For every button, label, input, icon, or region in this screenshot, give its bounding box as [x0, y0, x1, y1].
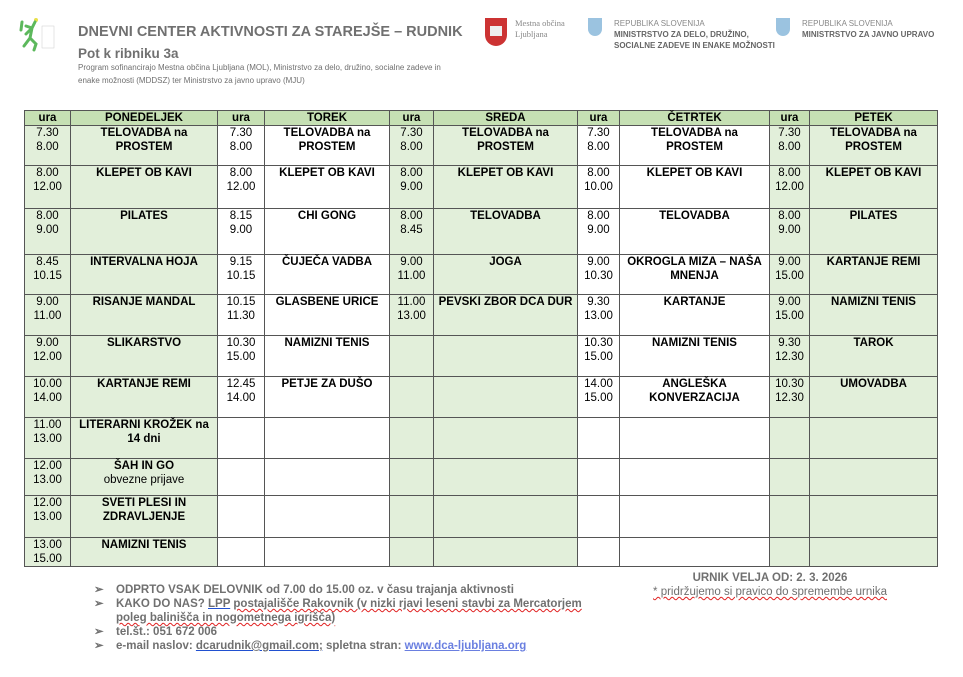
activity-cell	[434, 418, 578, 459]
activity-cell	[71, 459, 218, 496]
table-row	[25, 538, 938, 567]
time-cell	[390, 496, 434, 538]
activity-name: ŠAH IN GO	[113, 460, 175, 472]
time-value: 14.00	[226, 392, 256, 404]
table-row	[25, 166, 938, 209]
time-cell	[578, 166, 620, 209]
time-value: 12.00	[775, 181, 804, 193]
time-cell	[770, 166, 810, 209]
activity-cell	[434, 496, 578, 538]
time-value: 7.30	[36, 127, 59, 139]
time-value: 12.00	[33, 181, 62, 193]
slovenia-shield-icon	[588, 18, 602, 36]
activity-name: KLEPET OB KAVI	[457, 167, 554, 179]
time-cell	[25, 336, 71, 377]
activity-cell	[265, 166, 390, 209]
activity-cell	[265, 418, 390, 459]
hour-header: ura	[770, 111, 810, 126]
activity-name: SLIKARSTVO	[106, 337, 182, 349]
time-cell	[218, 459, 265, 496]
opening-hours: ➢ ODPRTO VSAK DELOVNIK od 7.00 do 15.00 oz. v času trajanja aktivnosti	[94, 583, 582, 597]
time-cell	[770, 496, 810, 538]
time-cell	[770, 538, 810, 567]
time-value: 12.30	[775, 392, 804, 404]
ljubljana-crest-icon	[485, 18, 507, 46]
time-value: 10.30	[226, 337, 256, 349]
activity-name: TELOVADBA na PROSTEM	[100, 127, 188, 153]
time-value: 9.00	[36, 296, 59, 308]
time-value: 9.00	[778, 296, 801, 308]
directions-text-2: poleg balinišča in nogometnega igrišča)	[116, 612, 336, 624]
activity-cell	[71, 209, 218, 255]
time-cell	[578, 209, 620, 255]
time-cell	[218, 126, 265, 166]
time-value: 7.30	[229, 127, 253, 139]
time-cell	[770, 336, 810, 377]
activity-cell	[620, 496, 770, 538]
activity-cell	[71, 126, 218, 166]
activity-cell	[265, 209, 390, 255]
activity-name: PEVSKI ZBOR DCA DUR	[438, 296, 573, 308]
logo-line: REPUBLIKA SLOVENIJA	[614, 19, 705, 28]
time-value: 10.30	[775, 378, 804, 390]
time-cell	[25, 377, 71, 418]
activity-name: PETJE ZA DUŠO	[281, 378, 373, 390]
time-value: 9.00	[400, 256, 423, 268]
time-value: 13.00	[33, 511, 62, 523]
time-cell	[390, 336, 434, 377]
activity-name: KLEPET OB KAVI	[96, 167, 192, 179]
activity-cell	[434, 377, 578, 418]
activity-name: LITERARNI KROŽEK na 14 dni	[79, 419, 209, 445]
time-value: 12.45	[226, 378, 256, 390]
time-cell	[770, 295, 810, 336]
activity-name: TELOVADBA	[470, 210, 541, 222]
time-cell	[770, 126, 810, 166]
time-cell	[390, 295, 434, 336]
time-cell	[25, 126, 71, 166]
activity-cell	[620, 377, 770, 418]
table-row	[25, 209, 938, 255]
time-cell	[578, 377, 620, 418]
time-cell	[390, 538, 434, 567]
time-cell	[218, 255, 265, 295]
activity-cell	[71, 255, 218, 295]
activity-cell	[265, 459, 390, 496]
hour-header: ura	[25, 111, 71, 126]
activity-name: PILATES	[120, 210, 168, 222]
logo-line: MINISTRSTVO ZA DELO, DRUŽINO,	[614, 30, 749, 39]
activity-cell	[71, 418, 218, 459]
time-value: 14.00	[33, 392, 62, 404]
time-cell	[25, 459, 71, 496]
time-value: 7.30	[778, 127, 801, 139]
time-cell	[25, 418, 71, 459]
activity-cell	[810, 336, 938, 377]
activity-name: NAMIZNI TENIS	[831, 296, 916, 308]
table-row	[25, 255, 938, 295]
activity-name: TELOVADBA	[659, 210, 730, 222]
time-value: 12.00	[33, 460, 62, 472]
table-row	[25, 459, 938, 496]
time-value: 15.00	[584, 392, 613, 404]
change-note: * pridržujemo si pravico do spremembe urnika	[653, 586, 887, 598]
directions	[94, 597, 582, 611]
day-header: TOREK	[265, 111, 390, 126]
activity-cell	[620, 538, 770, 567]
valid-from: URNIK VELJA OD: 2. 3. 2026	[692, 572, 848, 584]
time-value: 15.00	[775, 310, 804, 322]
mol-line: Mestna občina	[515, 18, 565, 28]
activity-name: TELOVADBA na PROSTEM	[651, 127, 738, 153]
time-value: 13.00	[33, 474, 62, 486]
time-cell	[770, 459, 810, 496]
time-cell	[25, 255, 71, 295]
time-value: 9.00	[587, 256, 610, 268]
time-value: 10.30	[584, 337, 613, 349]
activity-cell	[434, 166, 578, 209]
activity-cell	[810, 126, 938, 166]
time-value: 11.00	[397, 296, 426, 308]
time-value: 15.00	[226, 351, 256, 363]
activity-cell	[620, 166, 770, 209]
time-value: 8.45	[400, 224, 423, 236]
activity-cell	[265, 377, 390, 418]
hour-header: ura	[218, 111, 265, 126]
time-cell	[770, 209, 810, 255]
time-cell	[390, 377, 434, 418]
program-note: Program sofinancirajo Mestna občina Ljubljana (MOL), Ministrstvo za delo, družino, socialne zadeve in enake možnosti (MDDSZ) ter Ministrstvo za javno upravo (MJU)	[78, 63, 441, 85]
time-value: 10.30	[584, 270, 613, 282]
time-value: 15.00	[584, 351, 613, 363]
time-value: 8.00	[400, 141, 423, 153]
hour-header: ura	[578, 111, 620, 126]
activity-name: NAMIZNI TENIS	[652, 337, 737, 349]
time-value: 8.00	[36, 141, 59, 153]
website-link[interactable]: www.dca-ljubljana.org	[404, 640, 527, 652]
time-value: 15.00	[775, 270, 804, 282]
time-cell	[390, 126, 434, 166]
time-cell	[218, 336, 265, 377]
time-cell	[25, 166, 71, 209]
activity-cell	[810, 166, 938, 209]
activity-name: KARTANJE REMI	[826, 256, 921, 268]
time-value: 11.00	[33, 419, 62, 431]
activity-name: PILATES	[849, 210, 898, 222]
table-row	[25, 377, 938, 418]
time-cell	[770, 377, 810, 418]
activity-cell	[71, 295, 218, 336]
time-value: 9.30	[587, 296, 610, 308]
time-value: 9.30	[778, 337, 801, 349]
web-label: spletna stran:	[326, 640, 402, 652]
time-value: 8.00	[778, 167, 801, 179]
time-cell	[25, 209, 71, 255]
day-header: PETEK	[810, 111, 938, 126]
time-value: 8.00	[36, 167, 59, 179]
time-value: 9.00	[587, 224, 610, 236]
time-value: 14.00	[584, 378, 613, 390]
time-value: 12.00	[33, 351, 62, 363]
activity-note: obvezne prijave	[103, 474, 185, 486]
time-value: 8.00	[229, 141, 253, 153]
activity-cell	[434, 295, 578, 336]
time-value: 9.00	[229, 224, 253, 236]
activity-cell	[71, 377, 218, 418]
time-value: 12.30	[775, 351, 804, 363]
time-cell	[770, 255, 810, 295]
time-value: 10.15	[226, 270, 256, 282]
logo-line: REPUBLIKA SLOVENIJA	[802, 19, 893, 28]
table-row	[25, 496, 938, 538]
time-value: 8.00	[587, 210, 610, 222]
time-cell	[218, 166, 265, 209]
time-value: 12.00	[33, 497, 62, 509]
time-value: 9.00	[778, 256, 801, 268]
time-value: 8.00	[587, 141, 610, 153]
activity-cell	[434, 209, 578, 255]
time-value: 10.15	[226, 296, 256, 308]
time-cell	[390, 255, 434, 295]
time-cell	[218, 377, 265, 418]
dca-logo	[18, 16, 56, 52]
activity-name: GLASBENE URICE	[275, 296, 379, 308]
table-row	[25, 126, 938, 166]
time-value: 7.30	[400, 127, 423, 139]
contact	[94, 639, 582, 653]
activity-name: KARTANJE	[663, 296, 726, 308]
time-value: 8.00	[778, 141, 801, 153]
activity-name: NAMIZNI TENIS	[101, 539, 187, 551]
time-value: 8.00	[400, 210, 423, 222]
time-value: 9.00	[400, 181, 423, 193]
time-cell	[218, 496, 265, 538]
time-value: 15.00	[33, 553, 62, 565]
activity-name: TELOVADBA na PROSTEM	[462, 127, 549, 153]
day-header: ČETRTEK	[620, 111, 770, 126]
activity-cell	[265, 126, 390, 166]
time-cell	[578, 496, 620, 538]
time-value: 13.00	[584, 310, 613, 322]
activity-cell	[620, 418, 770, 459]
time-cell	[578, 336, 620, 377]
time-cell	[578, 459, 620, 496]
time-value: 9.15	[229, 256, 253, 268]
schedule-table	[24, 110, 938, 567]
activity-name: TELOVADBA na PROSTEM	[830, 127, 917, 153]
activity-cell	[265, 538, 390, 567]
time-value: 8.00	[36, 210, 59, 222]
activity-cell	[620, 336, 770, 377]
activity-cell	[434, 255, 578, 295]
time-value: 7.30	[587, 127, 610, 139]
mol-line: Ljubljana	[515, 29, 548, 39]
validity	[640, 571, 900, 599]
time-value: 8.45	[36, 256, 59, 268]
time-cell	[25, 538, 71, 567]
activity-name: OKROGLA MIZA – NAŠA MNENJA	[627, 256, 762, 282]
table-row	[25, 295, 938, 336]
activity-cell	[810, 295, 938, 336]
time-value: 12.00	[226, 181, 256, 193]
hour-header: ura	[390, 111, 434, 126]
time-value: 11.00	[33, 310, 62, 322]
time-cell	[218, 418, 265, 459]
time-value: 13.00	[33, 539, 62, 551]
mju-logo	[776, 18, 934, 40]
activity-cell	[810, 209, 938, 255]
activity-cell	[71, 496, 218, 538]
time-value: 11.30	[227, 310, 255, 322]
logo-line: MINISTRSTVO ZA JAVNO UPRAVO	[802, 30, 935, 39]
activity-name: KARTANJE REMI	[97, 378, 191, 390]
time-cell	[390, 209, 434, 255]
time-cell	[25, 295, 71, 336]
activity-cell	[810, 377, 938, 418]
directions-cont	[94, 611, 582, 625]
time-value: 10.15	[33, 270, 62, 282]
activity-cell	[434, 126, 578, 166]
time-value: 8.00	[587, 167, 610, 179]
lpp-text: LPP	[208, 598, 231, 610]
activity-name: TAROK	[853, 337, 894, 349]
mddsz-logo	[588, 18, 775, 51]
directions-text: postajališče Rakovnik (v nizki rjavi leseni stavbi za Mercatorjem	[233, 598, 582, 610]
activity-cell	[620, 459, 770, 496]
activity-cell	[810, 459, 938, 496]
activity-cell	[265, 496, 390, 538]
activity-name: ČUJEČA VADBA	[281, 256, 373, 268]
time-value: 13.00	[397, 310, 426, 322]
activity-cell	[620, 126, 770, 166]
time-cell	[25, 496, 71, 538]
activity-cell	[810, 255, 938, 295]
activity-cell	[71, 538, 218, 567]
directions-label: KAKO DO NAS?	[116, 598, 205, 610]
phone: ➢ tel.št.: 051 672 006	[94, 625, 582, 639]
center-title: DNEVNI CENTER AKTIVNOSTI ZA STAREJŠE – RUDNIK	[78, 24, 463, 40]
activity-cell	[620, 209, 770, 255]
time-cell	[770, 418, 810, 459]
center-address: Pot k ribniku 3a	[78, 46, 179, 61]
time-cell	[578, 538, 620, 567]
time-value: 10.00	[584, 181, 613, 193]
time-value: 8.00	[778, 210, 801, 222]
activity-cell	[434, 459, 578, 496]
activity-cell	[71, 166, 218, 209]
time-cell	[390, 166, 434, 209]
activity-name: KLEPET OB KAVI	[825, 167, 922, 179]
activity-cell	[265, 255, 390, 295]
time-cell	[578, 295, 620, 336]
footer-info	[94, 583, 582, 653]
activity-name: KLEPET OB KAVI	[646, 167, 743, 179]
time-cell	[578, 126, 620, 166]
activity-name: ANGLEŠKA KONVERZACIJA	[649, 378, 740, 404]
day-header: PONEDELJEK	[71, 111, 218, 126]
activity-cell	[265, 336, 390, 377]
time-value: 13.00	[33, 433, 62, 445]
time-value: 9.00	[36, 224, 59, 236]
day-header: SREDA	[434, 111, 578, 126]
activity-name: UMOVADBA	[840, 378, 907, 390]
time-cell	[390, 418, 434, 459]
activity-name: RISANJE MANDAL	[92, 296, 196, 308]
time-cell	[218, 295, 265, 336]
activity-cell	[434, 336, 578, 377]
activity-cell	[265, 295, 390, 336]
time-value: 10.00	[33, 378, 62, 390]
activity-name: TELOVADBA na PROSTEM	[283, 127, 371, 153]
activity-cell	[810, 496, 938, 538]
activity-name: KLEPET OB KAVI	[279, 167, 375, 179]
logo-line: SOCIALNE ZADEVE IN ENAKE MOŽNOSTI	[614, 41, 775, 50]
table-row	[25, 336, 938, 377]
time-value: 8.00	[229, 167, 253, 179]
time-value: 8.00	[400, 167, 423, 179]
time-cell	[578, 255, 620, 295]
time-cell	[390, 459, 434, 496]
email-label: e-mail naslov:	[116, 640, 193, 652]
time-value: 9.00	[778, 224, 801, 236]
time-value: 11.00	[397, 270, 426, 282]
activity-name: JOGA	[489, 256, 522, 268]
activity-cell	[620, 255, 770, 295]
activity-name: NAMIZNI TENIS	[284, 337, 370, 349]
time-cell	[218, 209, 265, 255]
time-value: 8.15	[229, 210, 253, 222]
activity-cell	[434, 538, 578, 567]
time-cell	[578, 418, 620, 459]
slovenia-shield-icon	[776, 18, 790, 36]
activity-name: CHI GONG	[297, 210, 357, 222]
email-link[interactable]: dcarudnik@gmail.com;	[195, 640, 323, 652]
mol-logo	[485, 18, 565, 46]
activity-cell	[810, 418, 938, 459]
activity-cell	[71, 336, 218, 377]
activity-name: INTERVALNA HOJA	[90, 256, 198, 268]
activity-name: SVETI PLESI IN ZDRAVLJENJE	[101, 497, 187, 523]
time-value: 9.00	[36, 337, 59, 349]
activity-cell	[620, 295, 770, 336]
time-cell	[218, 538, 265, 567]
table-row	[25, 418, 938, 459]
activity-cell	[810, 538, 938, 567]
